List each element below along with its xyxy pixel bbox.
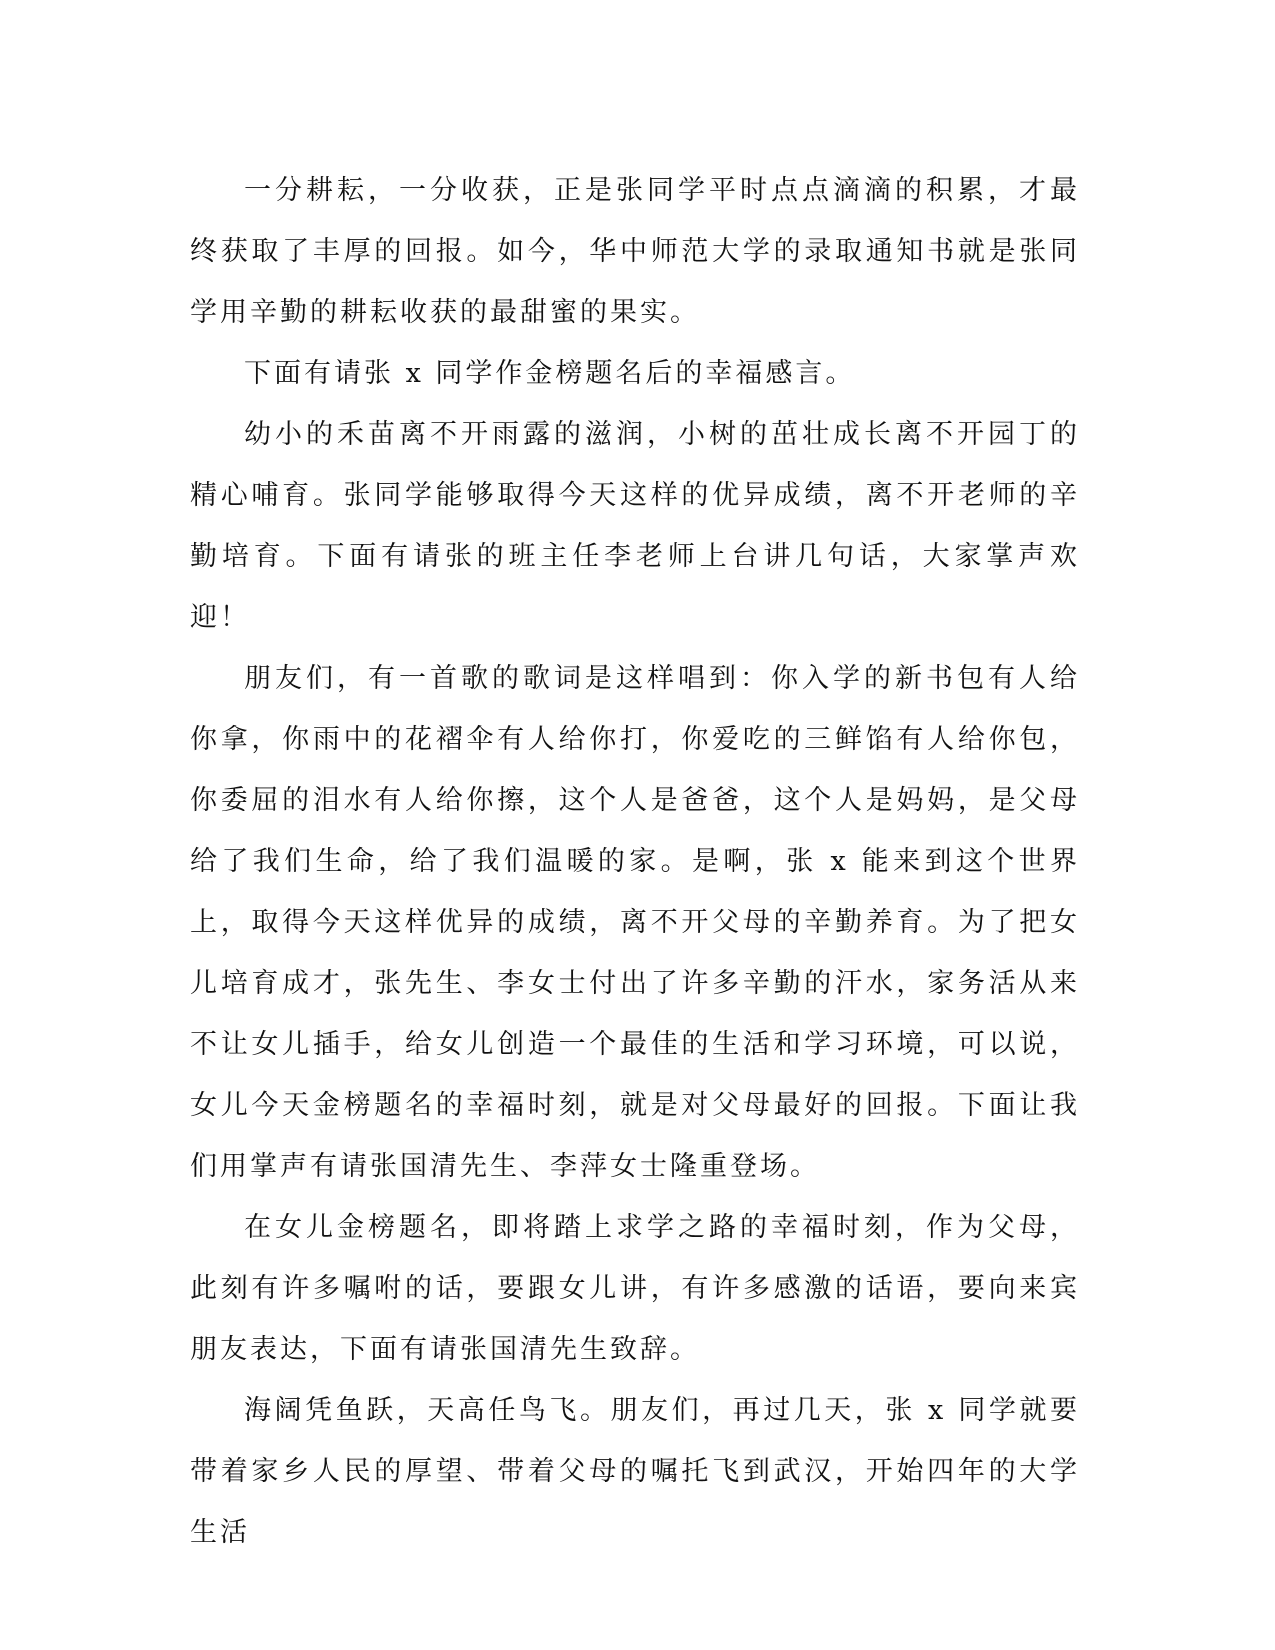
paragraph-student-speech: 下面有请张 x 同学作金榜题名后的幸福感言。 [244, 358, 856, 389]
paragraph-parents: 朋友们，有一首歌的歌词是这样唱到：你入学的新书包有人给你拿，你雨中的花褶伞有人给你打，你爱吃的三鲜馅有人给你包，你委屈的泪水有人给你擦，这个人是爸爸，这个人是妈妈，是父母给了我们生命，给了我们温暖的家。是啊，张 x 能来到这个世界上，取得今天这样优异的成绩，离不开父母的辛勤养育。为了把女儿培育成才，张先生、李女士付出了许多辛勤的汗水，家务活从来不让女儿插手，给女儿创造一个最佳的生活和学习环境，可以说，女儿今天金榜题名的幸福时刻，就是对父母最好的回报。下面让我们用掌声有请张国清先生、李萍女士隆重登场。 [190, 663, 1080, 1182]
paragraph-farewell: 海阔凭鱼跃，天高任鸟飞。朋友们，再过几天，张 x 同学就要带着家乡人民的厚望、带着父母的嘱托飞到武汉，开始四年的大学生活 [190, 1395, 1080, 1548]
paragraph-harvest: 一分耕耘，一分收获，正是张同学平时点点滴滴的积累，才最终获取了丰厚的回报。如今，华中师范大学的录取通知书就是张同学用辛勤的耕耘收获的最甜蜜的果实。 [190, 175, 1080, 328]
paragraph-teacher: 幼小的禾苗离不开雨露的滋润，小树的茁壮成长离不开园丁的精心哺育。张同学能够取得今天这样的优异成绩，离不开老师的辛勤培育。下面有请张的班主任李老师上台讲几句话，大家掌声欢迎！ [190, 419, 1080, 633]
document-body [190, 160, 1080, 1563]
paragraph-father-speech: 在女儿金榜题名，即将踏上求学之路的幸福时刻，作为父母，此刻有许多嘱咐的话，要跟女儿讲，有许多感激的话语，要向来宾朋友表达，下面有请张国清先生致辞。 [190, 1212, 1080, 1365]
